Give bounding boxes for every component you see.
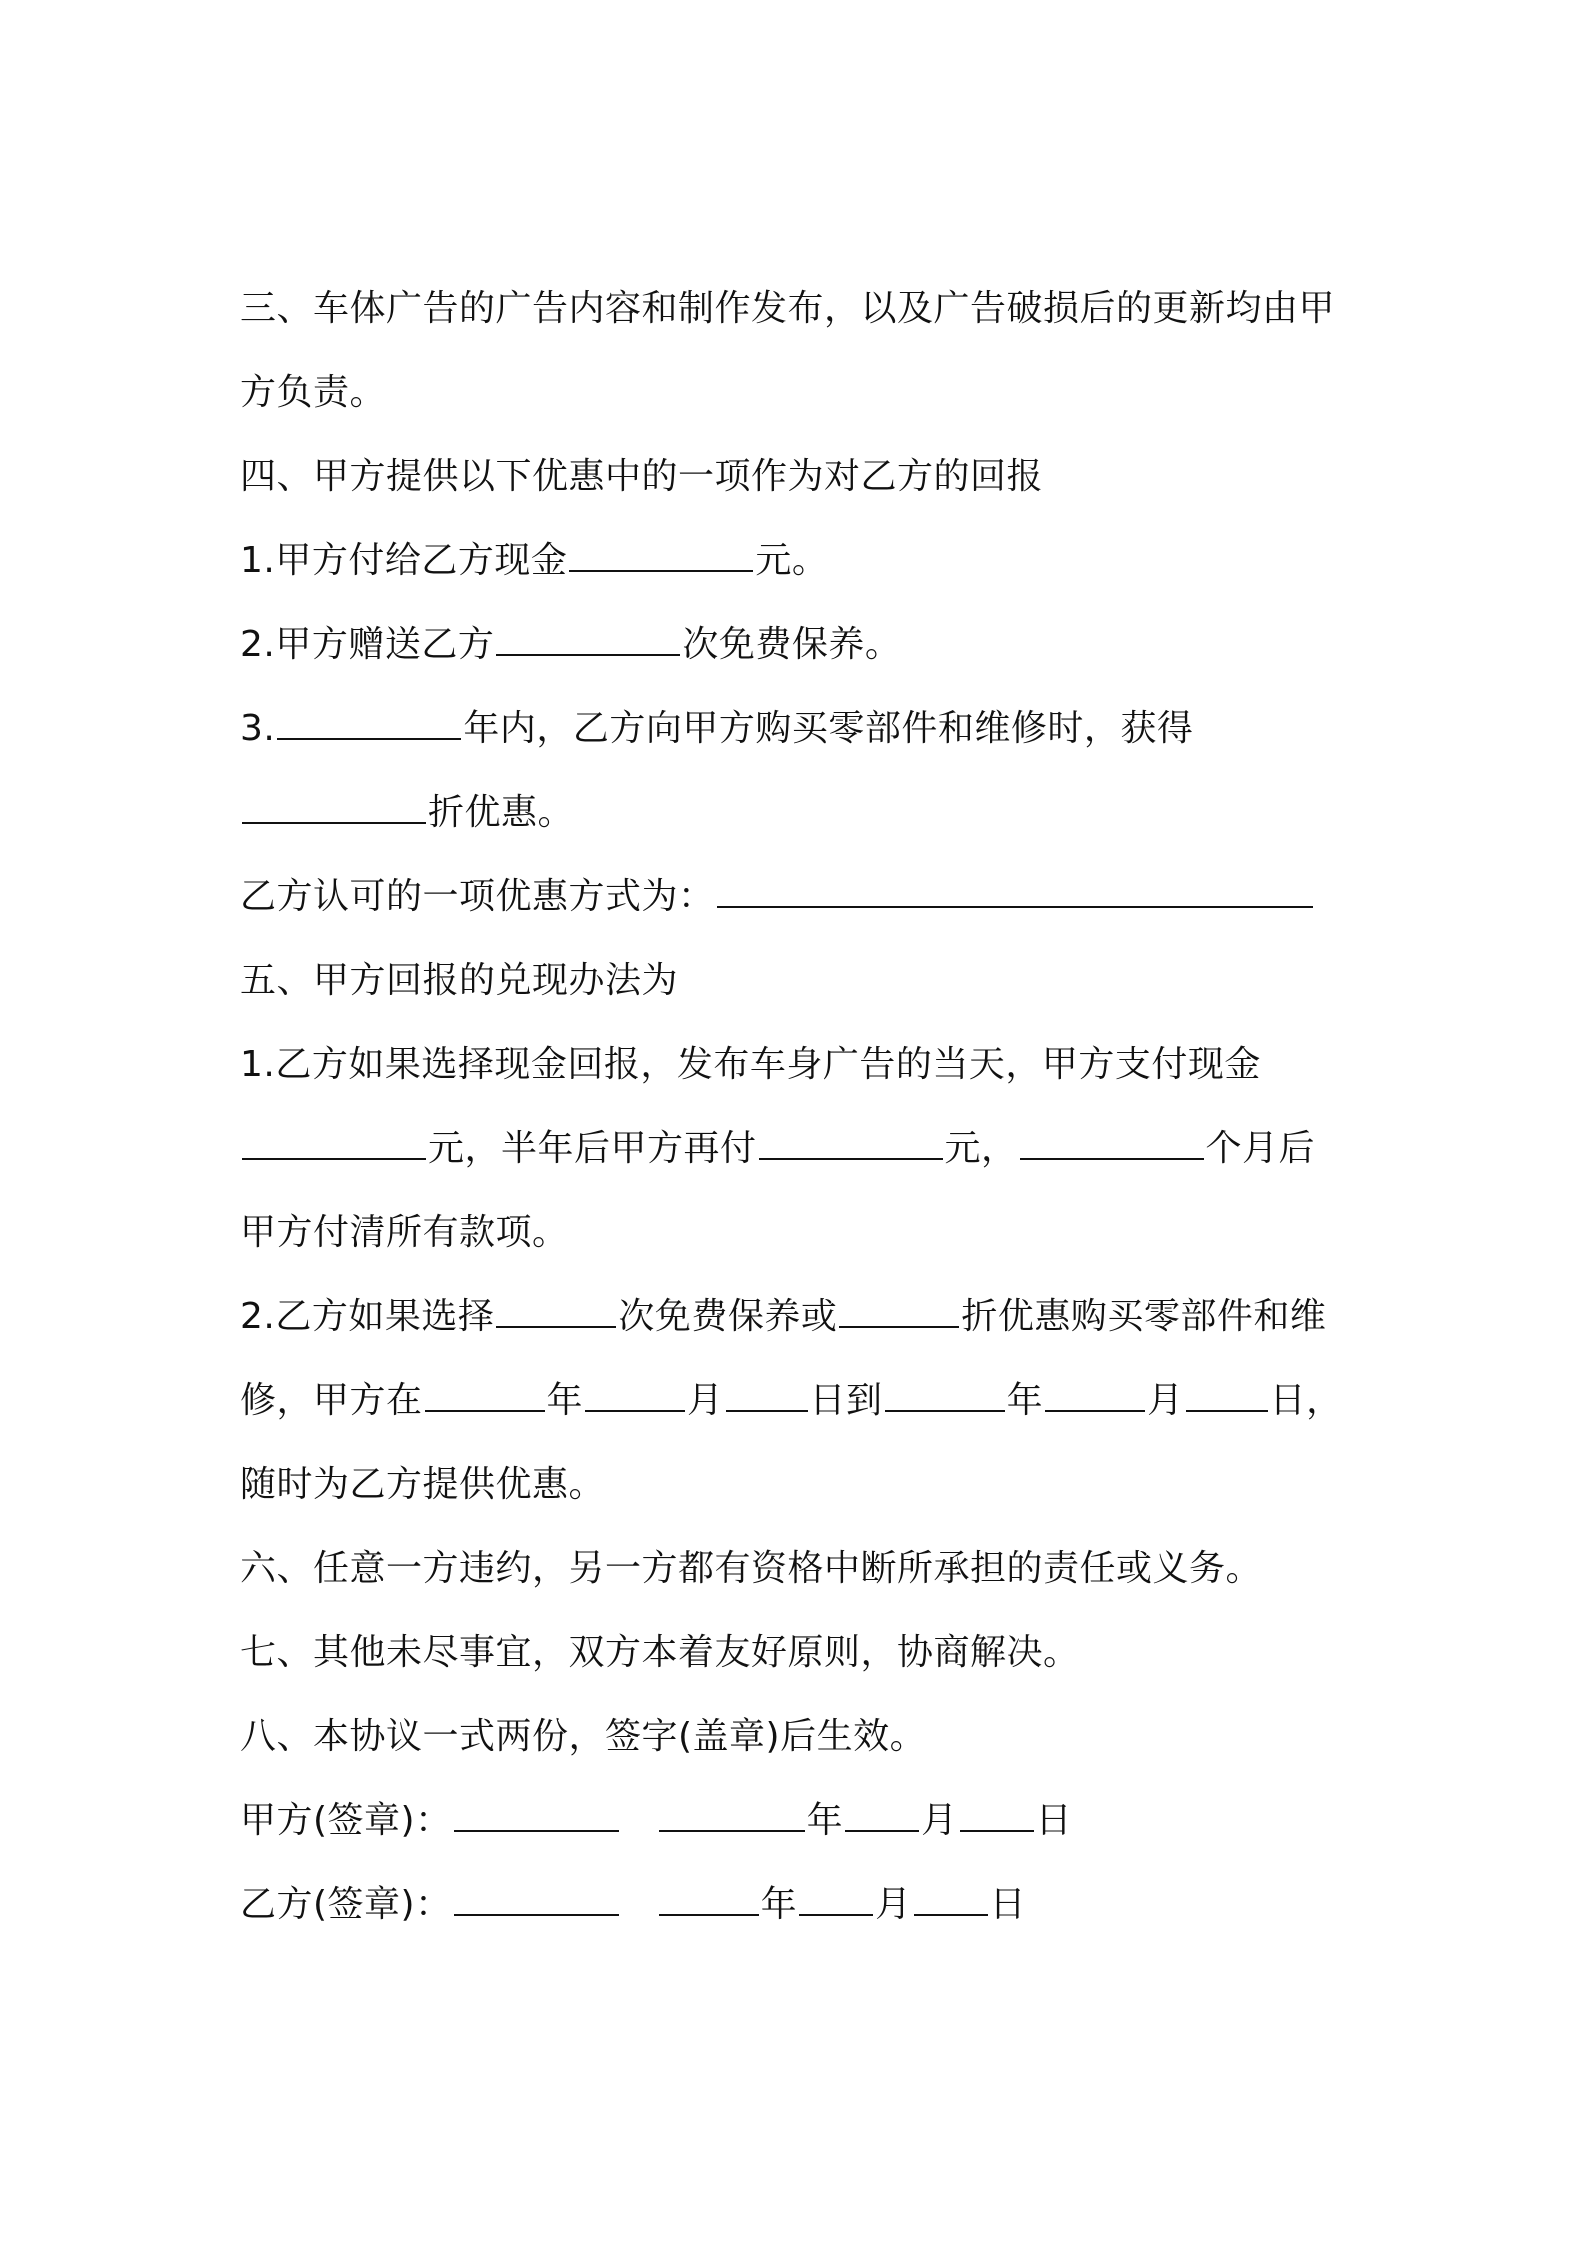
- party-a-signature-blank[interactable]: [454, 1794, 619, 1832]
- clause-7: 七、其他未尽事宜，双方本着友好原则，协商解决。: [240, 1632, 1080, 1673]
- start-month-label: 月: [687, 1380, 724, 1421]
- party-b-sign-label: 乙方(签章)：: [240, 1884, 452, 1925]
- clause-6: 六、任意一方违约，另一方都有资格中断所承担的责任或义务。: [240, 1548, 1263, 1589]
- clause-4-option-2: [240, 603, 1370, 687]
- clause-5-1-text-b: 元，: [944, 1128, 1018, 1169]
- clause-4-option-3-text: 年内，乙方向甲方购买零部件和维修时，获得: [463, 708, 1194, 749]
- clause-5-2-text-mid: 次免费保养或: [618, 1296, 838, 1337]
- clause-4-option-2-text: 2.甲方赠送乙方: [240, 624, 495, 665]
- start-day-blank[interactable]: [726, 1374, 808, 1412]
- clause-5-1-line-2: [240, 1107, 1370, 1191]
- clause-5-title: 五、甲方回报的兑现办法为: [240, 960, 679, 1001]
- clause-8: 八、本协议一式两份，签字(盖章)后生效。: [240, 1716, 927, 1757]
- clause-4-option-2-unit: 次免费保养。: [682, 624, 902, 665]
- clause-5-2-line-3: 随时为乙方提供优惠。: [240, 1464, 606, 1505]
- party-a-day-label: 日: [1035, 1800, 1073, 1841]
- clause-3-line-1: 三、车体广告的广告内容和制作发布，以及广告破损后的更新均由甲: [240, 288, 1336, 329]
- end-year-blank[interactable]: [885, 1374, 1005, 1412]
- clause-5-2-line-2: [240, 1359, 1370, 1443]
- chosen-option-blank[interactable]: [717, 870, 1313, 908]
- party-b-month-label: 月: [875, 1884, 912, 1925]
- party-a-month-blank[interactable]: [845, 1794, 919, 1832]
- party-b-month-blank[interactable]: [799, 1878, 873, 1916]
- clause-4-choice: [240, 855, 1370, 939]
- second-payment-blank[interactable]: [759, 1122, 943, 1160]
- service-times-blank[interactable]: [496, 1290, 616, 1328]
- clause-5-1-line-3: 甲方付清所有款项。: [240, 1212, 569, 1253]
- clause-4-option-3-unit: 折优惠。: [428, 792, 575, 833]
- end-day-blank[interactable]: [1186, 1374, 1268, 1412]
- clause-4-option-1-text: 1.甲方付给乙方现金: [240, 540, 568, 581]
- party-b-day-label: 日: [989, 1884, 1027, 1925]
- clause-4-option-3-number: 3.: [240, 708, 276, 749]
- free-service-count-blank[interactable]: [496, 618, 680, 656]
- clause-5-2-text-post: 折优惠购买零部件和维: [961, 1296, 1327, 1337]
- clause-5-1-text-c: 个月后: [1205, 1128, 1316, 1169]
- party-b-day-blank[interactable]: [914, 1878, 988, 1916]
- start-day-label: 日到: [809, 1380, 883, 1421]
- cash-amount-blank[interactable]: [569, 534, 753, 572]
- clause-5-2-text-pre: 2.乙方如果选择: [240, 1296, 495, 1337]
- end-day-label: 日，: [1269, 1380, 1343, 1421]
- end-year-label: 年: [1006, 1380, 1044, 1421]
- discount-blank[interactable]: [839, 1290, 959, 1328]
- clause-5-2-line-2-pre: 修，甲方在: [240, 1380, 423, 1421]
- clause-4-option-1-unit: 元。: [755, 540, 829, 581]
- clause-5-1-line-1: 1.乙方如果选择现金回报，发布车身广告的当天，甲方支付现金: [240, 1044, 1261, 1085]
- party-a-month-label: 月: [921, 1800, 958, 1841]
- end-month-label: 月: [1147, 1380, 1184, 1421]
- start-year-blank[interactable]: [425, 1374, 545, 1412]
- party-a-year-blank[interactable]: [659, 1794, 805, 1832]
- start-month-blank[interactable]: [585, 1374, 685, 1412]
- party-b-year-blank[interactable]: [659, 1878, 759, 1916]
- clause-3-line-2: 方负责。: [240, 372, 387, 413]
- party-a-year-label: 年: [806, 1800, 844, 1841]
- signature-party-b: [240, 1863, 1370, 1947]
- clause-4-option-3-line-2: [240, 771, 1370, 855]
- party-b-signature-blank[interactable]: [454, 1878, 619, 1916]
- signature-party-a: [240, 1779, 1370, 1863]
- clause-4-title: 四、甲方提供以下优惠中的一项作为对乙方的回报: [240, 456, 1044, 497]
- start-year-label: 年: [546, 1380, 584, 1421]
- agreement-body: [240, 267, 1370, 1947]
- clause-5-2-line-1: [240, 1275, 1370, 1359]
- party-a-sign-label: 甲方(签章)：: [240, 1800, 452, 1841]
- first-payment-blank[interactable]: [242, 1122, 426, 1160]
- party-a-day-blank[interactable]: [960, 1794, 1034, 1832]
- party-b-year-label: 年: [760, 1884, 798, 1925]
- months-blank[interactable]: [1020, 1122, 1204, 1160]
- clause-4-option-1: [240, 519, 1370, 603]
- clause-4-choice-label: 乙方认可的一项优惠方式为：: [240, 876, 715, 917]
- clause-5-1-text-a: 元，半年后甲方再付: [428, 1128, 757, 1169]
- clause-4-option-3-line-1: [240, 687, 1370, 771]
- discount-years-blank[interactable]: [277, 702, 461, 740]
- discount-rate-blank[interactable]: [242, 786, 426, 824]
- end-month-blank[interactable]: [1045, 1374, 1145, 1412]
